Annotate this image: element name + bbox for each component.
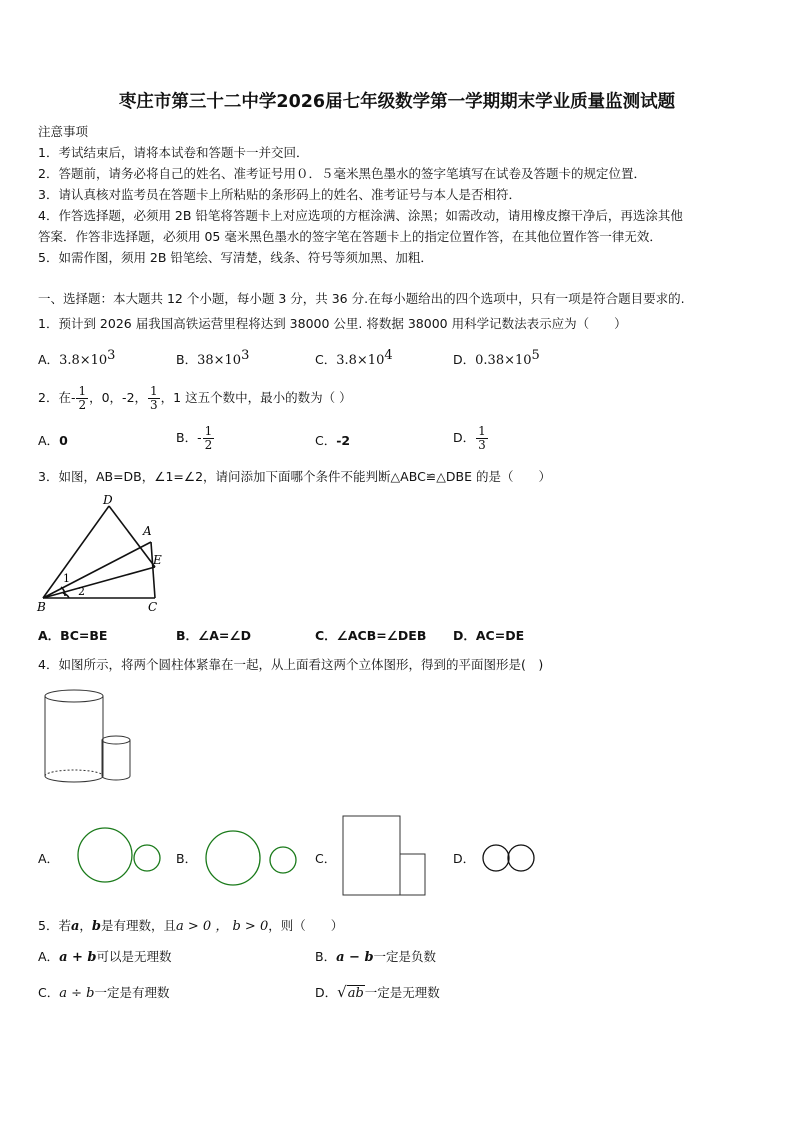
label-c: C — [148, 600, 158, 614]
q4-option-d-label[interactable]: D． — [453, 851, 476, 866]
q4-option-b-label[interactable]: B． — [176, 851, 198, 866]
q4-option-a-label[interactable]: A． — [38, 851, 60, 866]
question-1-stem: 1．预计到 2026 届我国高铁运营里程将达到 38000 公里. 将数据 38000 用科学记数法表示应为（ ） — [38, 316, 627, 331]
fraction: $\frac{1}{2}$ — [204, 424, 213, 452]
q5-option-b[interactable]: B．a − b一定是负数 — [315, 949, 437, 965]
q4-option-b-figure[interactable] — [203, 828, 299, 886]
q3-option-b[interactable]: B．∠A=∠D — [176, 628, 251, 643]
q4-option-c-figure[interactable] — [342, 815, 428, 897]
label-d: D — [103, 493, 113, 507]
q1-option-d[interactable]: D．$0.38\times 10^5$ — [453, 348, 540, 369]
notice-item: 5．如需作图，须用 2B 铅笔绘、写清楚，线条、符号等须加黑、加粗． — [38, 250, 433, 265]
cylinders-figure — [40, 688, 140, 792]
fraction: $\frac{1}{3}$ — [478, 424, 486, 452]
angle-2-label: 2 — [78, 585, 85, 598]
page-title: 枣庄市第三十二中学2026届七年级数学第一学期期末学业质量监测试题 — [118, 92, 676, 112]
section-heading: 一、选择题：本大题共 12 个小题，每小题 3 分，共 36 分.在每小题给出的四个选项中，只有一项是符合题目要求的. — [38, 291, 685, 306]
q1-option-a[interactable]: A．$3.8\times 10^3$ — [38, 348, 116, 369]
question-2-stem: 2．在- $\frac{1}{2}$ ，0，-2， $\frac{1}{3}$ ，1 这五个数中，最小的数为（ ） — [38, 384, 352, 412]
q2-option-d[interactable]: D． $\frac{1}{3}$ — [453, 424, 486, 452]
question-5-stem: 5．若a，b是有理数，且a > 0 ， b > 0，则（ ） — [38, 918, 344, 934]
left-circle — [483, 845, 509, 871]
q2-option-b[interactable]: B．- $\frac{1}{2}$ — [176, 424, 213, 452]
q3-option-a[interactable]: A．BC=BE — [38, 628, 108, 643]
fraction: $\frac{1}{3}$ — [150, 384, 158, 412]
large-circle — [78, 828, 132, 882]
angle-1-label: 1 — [63, 572, 70, 585]
q1-option-b[interactable]: B．$38\times 10^3$ — [176, 348, 250, 369]
question-4-stem: 4．如图所示，将两个圆柱体紧靠在一起，从上面看这两个立体图形，得到的平面图形是( ) — [38, 657, 544, 672]
q4-option-d-figure[interactable] — [481, 843, 539, 875]
label-e: E — [153, 553, 162, 567]
notice-item: 3．请认真核对监考员在答题卡上所粘贴的条形码上的姓名、准考证号与本人是否相符． — [38, 187, 521, 202]
question-3-stem: 3．如图，AB=DB，∠1=∠2，请问添加下面哪个条件不能判断△ABC≌△DBE 的是（ ） — [38, 469, 551, 484]
label-b: B — [37, 600, 46, 614]
right-circle — [508, 845, 534, 871]
small-circle — [134, 845, 160, 871]
q3-option-d[interactable]: D．AC=DE — [453, 628, 525, 643]
large-circle — [206, 831, 260, 885]
fraction: $\frac{1}{2}$ — [78, 384, 87, 412]
q4-option-c-label[interactable]: C． — [315, 851, 337, 866]
label-a: A — [143, 524, 152, 538]
triangle-figure — [34, 492, 166, 616]
q2-option-a[interactable]: A．0 — [38, 433, 68, 448]
q5-option-d[interactable]: D．√ab一定是无理数 — [315, 983, 440, 1001]
notice-item: 1．考试结束后，请将本试卷和答题卡一并交回． — [38, 145, 309, 160]
small-rectangle — [400, 854, 425, 895]
large-rectangle — [343, 816, 400, 895]
q3-option-c[interactable]: C．∠ACB=∠DEB — [315, 628, 427, 643]
q4-option-a-figure[interactable] — [76, 826, 166, 884]
notice-item: 答案．作答非选择题，必须用 05 毫米黑色墨水的签字笔在答题卡上的指定位置作答，在其他位置作答一律无效． — [38, 229, 662, 244]
q5-option-c[interactable]: C．a ÷ b一定是有理数 — [38, 985, 170, 1001]
q5-option-a[interactable]: A．a + b可以是无理数 — [38, 949, 172, 965]
q2-option-c[interactable]: C．-2 — [315, 433, 351, 448]
q1-option-c[interactable]: C．$3.8\times 10^4$ — [315, 348, 393, 369]
notice-heading: 注意事项 — [38, 124, 89, 139]
sqrt-symbol: √ — [337, 983, 347, 1001]
notice-item: 2．答题前，请务必将自己的姓名、准考证号用０．５毫米黑色墨水的签字笔填写在试卷及答题卡的规定位置． — [38, 166, 646, 181]
small-circle — [270, 847, 296, 873]
notice-item: 4．作答选择题，必须用 2B 铅笔将答题卡上对应选项的方框涂满、涂黑；如需改动，请用橡皮擦干净后，再选涂其他 — [38, 208, 683, 223]
